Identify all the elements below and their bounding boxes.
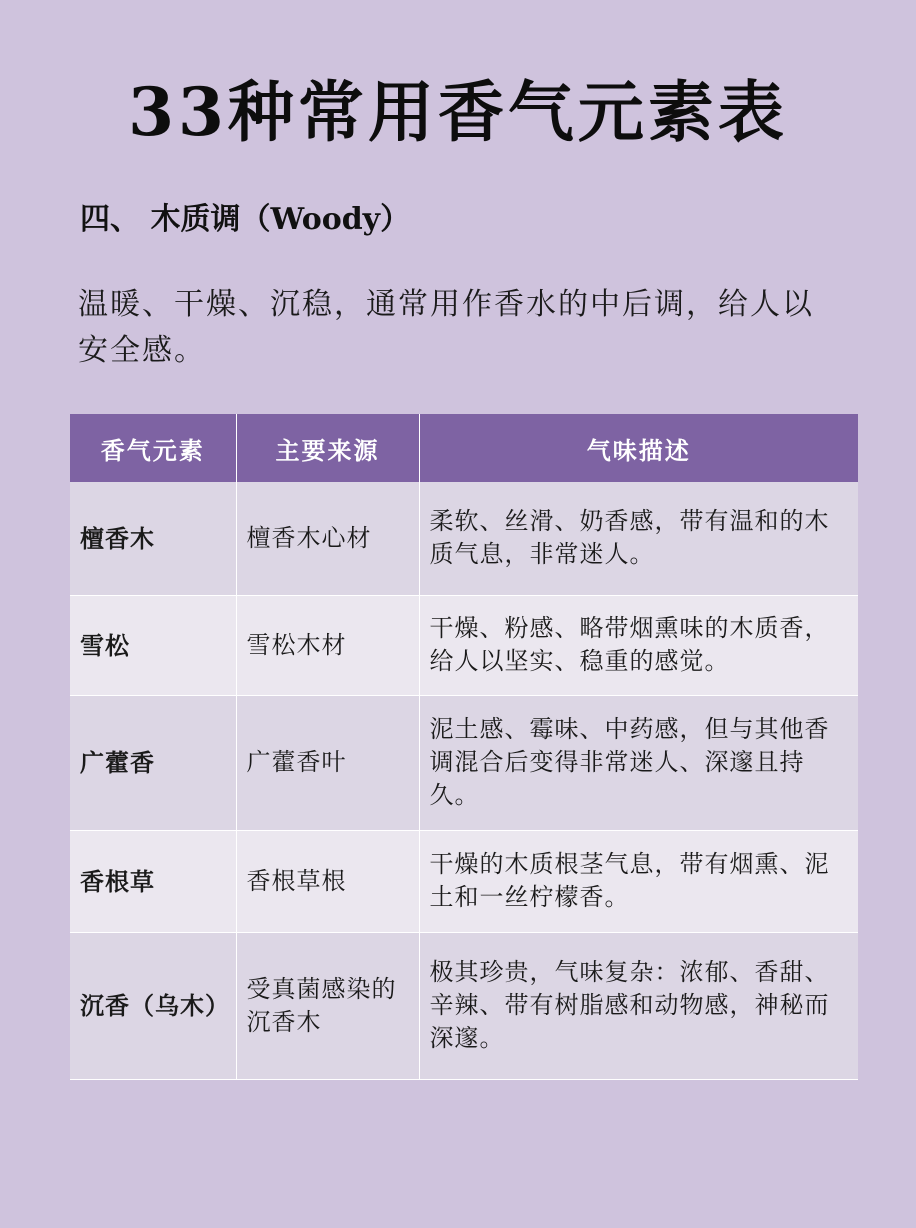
cell-element: 雪松	[70, 595, 236, 695]
table-header-row	[70, 414, 858, 482]
cell-description: 极其珍贵，气味复杂：浓郁、香甜、辛辣、带有树脂感和动物感，神秘而深邃。	[419, 932, 858, 1079]
cell-description: 干燥的木质根茎气息，带有烟熏、泥土和一丝柠檬香。	[419, 830, 858, 932]
cell-description: 干燥、粉感、略带烟熏味的木质香，给人以坚实、稳重的感觉。	[419, 595, 858, 695]
cell-source: 受真菌感染的沉香木	[236, 932, 419, 1079]
cell-source: 雪松木材	[236, 595, 419, 695]
cell-description: 柔软、丝滑、奶香感，带有温和的木质气息，非常迷人。	[419, 482, 858, 595]
cell-element: 香根草	[70, 830, 236, 932]
cell-source: 广藿香叶	[236, 695, 419, 830]
cell-element: 广藿香	[70, 695, 236, 830]
table-row	[70, 595, 858, 695]
cell-element: 沉香（乌木）	[70, 932, 236, 1079]
cell-source: 檀香木心材	[236, 482, 419, 595]
table-row	[70, 695, 858, 830]
table-row	[70, 482, 858, 595]
section-heading: 四、 木质调（Woody）	[80, 202, 411, 237]
section-intro: 温暖、干燥、沉稳，通常用作香水的中后调，给人以安全感。	[78, 287, 814, 368]
table-row	[70, 932, 858, 1079]
cell-source: 香根草根	[236, 830, 419, 932]
column-header-source: 主要来源	[236, 414, 419, 482]
table-row	[70, 830, 858, 932]
cell-element: 檀香木	[70, 482, 236, 595]
column-header-element: 香气元素	[70, 414, 236, 482]
page-title: 33种常用香气元素表	[128, 73, 788, 151]
column-header-description: 气味描述	[419, 414, 858, 482]
cell-description: 泥土感、霉味、中药感，但与其他香调混合后变得非常迷人、深邃且持久。	[419, 695, 858, 830]
fragrance-table	[70, 414, 858, 1080]
